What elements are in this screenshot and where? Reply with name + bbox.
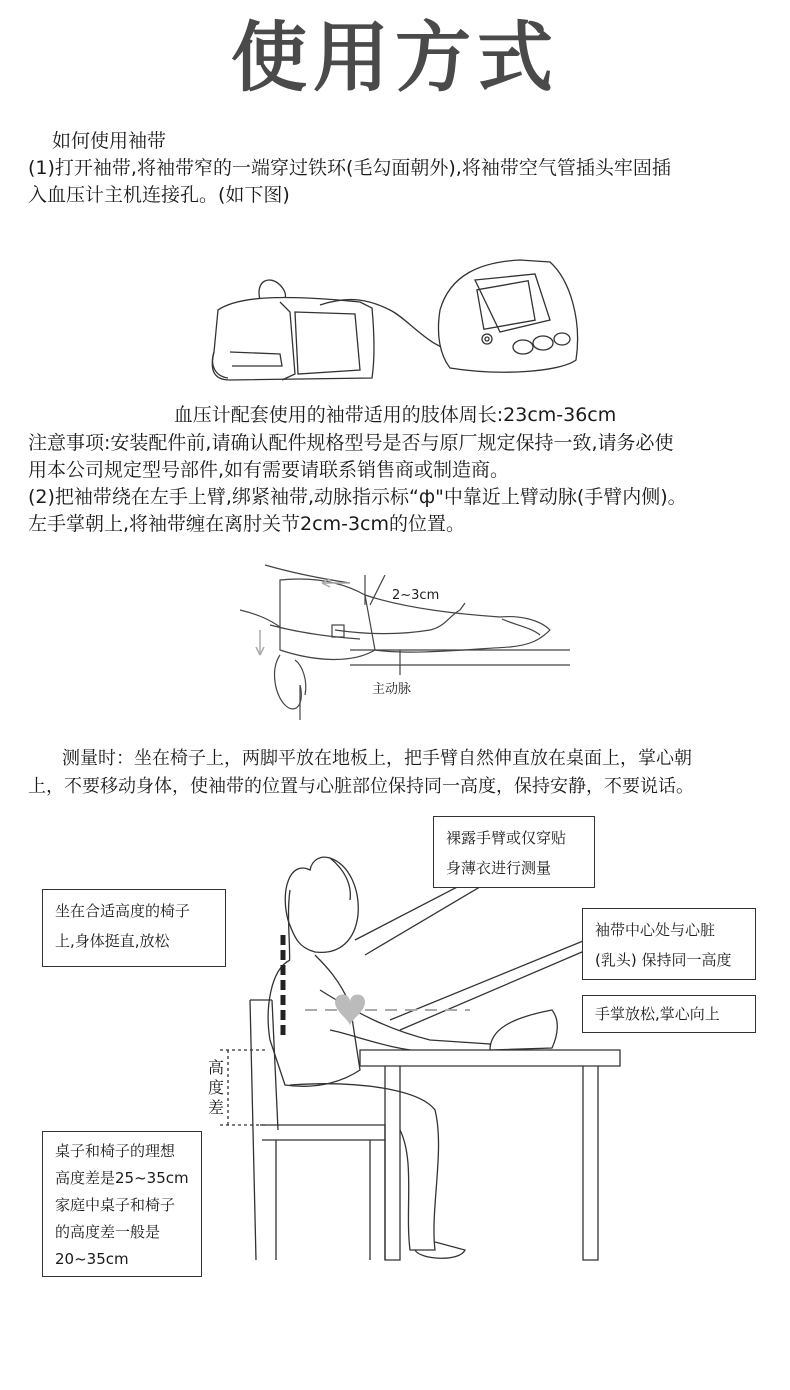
height-diff-char: 高 [207,1058,224,1077]
posture-illustration [190,830,640,1270]
height-difference-label [206,1058,226,1118]
callout-chair-line-2: 上,身体挺直,放松 [55,932,170,950]
arm-cuff-illustration [240,555,580,725]
callout-clothing-line-1: 裸露手臂或仅穿贴 [446,829,567,847]
height-diff-char: 差 [207,1098,224,1117]
step-1-line-1: (1)打开袖带,将袖带窄的一端穿过铁环(毛勾面朝外),将袖带空气管插头牢固插 [28,157,671,179]
page-title: 使用方式 [231,13,559,102]
notes-line-2: 用本公司规定型号部件,如有需要请联系销售商或制造商。 [28,459,510,481]
callout-palm-line-1: 手掌放松,掌心向上 [595,1005,720,1023]
measure-line-1: 测量时：坐在椅子上，两脚平放在地板上，把手臂自然伸直放在桌面上，掌心朝 [62,748,692,769]
callout-table-line-4: 的高度差一般是 [55,1223,161,1241]
cuff-intro-section [28,128,773,209]
callout-table-line-1: 桌子和椅子的理想 [55,1142,176,1160]
cuff-range-text: 血压计配套使用的袖带适用的肢体周长:23cm-36cm [173,404,617,426]
notes-line-1: 注意事项:安装配件前,请确认配件规格型号是否与原厂规定保持一致,请务必使 [28,432,674,454]
height-diff-char: 度 [207,1078,224,1097]
callout-chair-line-1: 坐在合适高度的椅子 [55,902,191,920]
callout-table-line-3: 家庭中桌子和椅子 [55,1196,176,1214]
callout-heart-line-1: 袖带中心处与心脏 [595,921,716,939]
cuff-monitor-illustration [200,240,600,390]
artery-label: 主动脉 [372,682,412,697]
cuff-heading: 如何使用袖带 [52,130,167,152]
callout-chair [42,889,226,967]
step-2-line-1: (2)把袖带绕在左手上臂,绑紧袖带,动脉指示标“ф"中靠近上臂动脉(手臂内侧)。 [28,486,687,508]
callout-table-line-2: 高度差是25~35cm [55,1169,189,1187]
callout-palm [582,995,756,1033]
measure-section [28,745,773,801]
callout-clothing [433,816,595,888]
measure-line-2: 上，不要移动身体，使袖带的位置与心脏部位保持同一高度，保持安静，不要说话。 [28,776,694,797]
callout-heart-line-2: (乳头) 保持同一高度 [595,951,732,969]
callout-table-height [42,1131,202,1277]
callout-table-line-5: 20~35cm [55,1250,129,1268]
distance-label: 2~3cm [392,588,440,603]
callout-heart-level [582,908,756,980]
callout-clothing-line-2: 身薄衣进行测量 [446,859,552,877]
notes-section [28,430,773,538]
step-2-line-2: 左手掌朝上,将袖带缠在离肘关节2cm-3cm的位置。 [28,513,465,535]
step-1-line-2: 入血压计主机连接孔。(如下图) [28,184,290,206]
